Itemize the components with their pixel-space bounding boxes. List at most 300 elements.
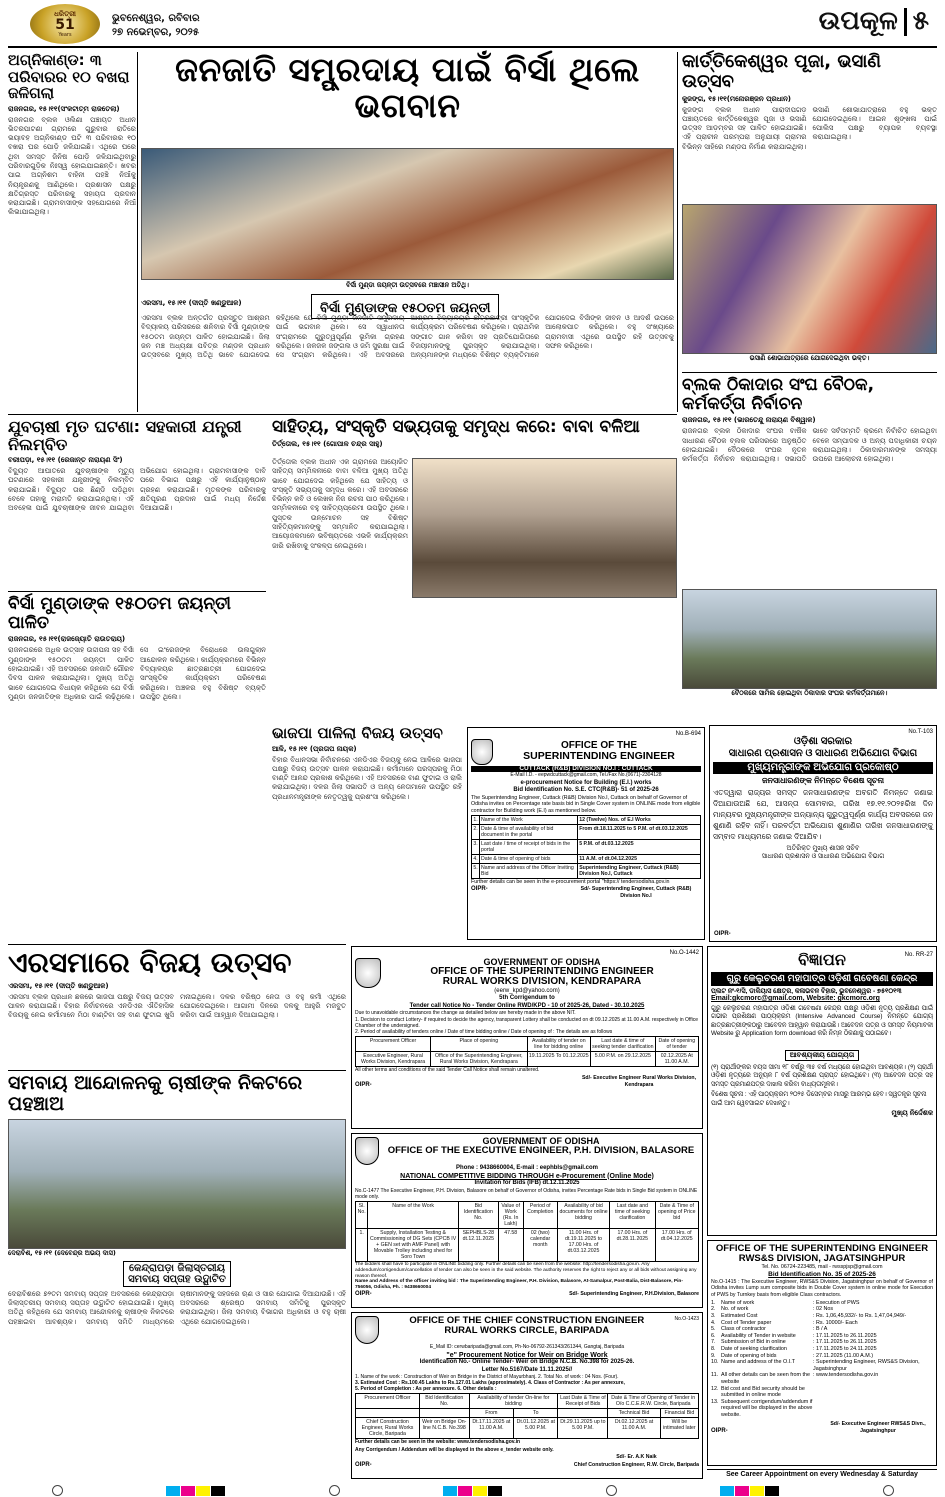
- story-birsa2-body: ରାଜନଗରରେ ଅଧିକ ଉତ୍ସାହ ଉଦ୍ଦୀପନା ସହ ବିର୍ସା ମୁଣ୍ଡାଙ୍କ ୧୫୦ତମ ଜୟନ୍ତୀ ପାଳିତ ହୋଇଯାଇଛି। ଏହି ଅବସରରେ ଜନଜାତି ଗୌରବ ଦିବସ ପାଳନ କରାଯାଇଥିଲା। ମୁଖ୍ୟ ଅତିଥି ଭାବେ ଯୋଗଦେଇ ବିଧାୟକ କହିଥିଲେ ଯେ ବିର୍ସା ମୁଣ୍ଡା ଜନଜାତିଙ୍କ ଅଧିକାର ପାଇଁ ଲଢ଼ିଥିଲେ। ସେ ଇଂରେଜଙ୍କ ବିରୋଧରେ ଉଲଗୁଲାନ ଆନ୍ଦୋଳନ କରିଥିଲେ। କାର୍ଯ୍ୟକ୍ରମରେ ବିଭିନ୍ନ ବିଦ୍ୟାଳୟର ଛାତ୍ରଛାତ୍ରୀ ଯୋଗଦେଇ ସାଂସ୍କୃତିକ କାର୍ଯ୍ୟକ୍ରମ ପରିବେଷଣ କରିଥିଲେ। ଅଞ୍ଚଳର ବହୁ ବିଶିଷ୍ଟ ବ୍ୟକ୍ତି ଉପସ୍ଥିତ ଥିଲେ।: [8, 646, 266, 701]
- table-header-cell: Name of the Work: [368, 1201, 458, 1228]
- story-kartik-headline: କାର୍ତ୍ତିକେଶ୍ୱର ପୂଜା, ଭସାଣି ଉତ୍ସବ: [682, 51, 882, 92]
- ad-kendrapara-title1: GOVERNMENT OF ODISHA: [483, 956, 601, 967]
- table-header-cell: Date & Time of Opening of Tender in O/o C.C.E.R.W. Circle, Baripada: [608, 1394, 699, 1409]
- color-swatch: [166, 1486, 180, 1496]
- list-item-value: : B / A: [813, 1326, 828, 1333]
- ad-balasore-title1: GOVERNMENT OF ODISHA: [482, 1136, 600, 1146]
- story-fire-body: ରାଜନଗର ବ୍ଲକ ଓଲିଣା ପଞ୍ଚାୟତ ଅଧୀନ ଭିତରପାଟଣା ଗ୍ରାମରେ ଗୁରୁବାର ରାତିରେ ଭୟାବହ ଅଗ୍ନିକାଣ୍ଡ ଘଟି ୩ ପରିବାରର ୧୦ ବଖରା ଘର ପୋଡ଼ି ଜଳିଯାଇଛି। ଏଥିରେ ଘରେ ଥିବା ସମସ୍ତ ଜିନିଷ ପୋଡ଼ି ଜଳିଯାଇଥିବାରୁ ପରିବାରଗୁଡ଼ିକ ନିଃସ୍ୱ ହୋଇଯାଇଛନ୍ତି। ଖବର ପାଇ ଅଗ୍ନିଶମ ବାହିନୀ ପହଞ୍ଚି ନିଆଁକୁ ନିୟନ୍ତ୍ରଣକୁ ଆଣିଥିଲେ। ପ୍ରଶାସନ ପକ୍ଷରୁ କ୍ଷତିଗ୍ରସ୍ତ ପରିବାରକୁ ସହାୟତା ପ୍ରଦାନ କରାଯାଇଛି। ଗ୍ରାମବାସୀଙ୍କ ସହଯୋଗରେ ନିଆଁ ଲିଭାଯାଇଥିଲା।: [8, 115, 136, 217]
- ad-kendrapara-email: (eerw_kpd@yahoo.com): [494, 987, 560, 994]
- table-cell: Dt.29.11.2025 up to 5.00 P.M.: [558, 1418, 608, 1439]
- table-header-cell: Bid Identification No.: [419, 1394, 469, 1409]
- story-literature-dateline: ତିର୍ତ୍ତୋଲ, ୧୫।୧୧ (ଗୋପାଳ ଚନ୍ଦ୍ର ସାହୁ): [272, 439, 383, 448]
- story-ersama-dateline: ଏରସମା, ୧୫।୧୧ (ଦୀପ୍ତି ଖଣ୍ଡୁଆଳ): [8, 981, 109, 990]
- story-bjp-dateline: ଆଳି, ୧୫।୧୧ (ପ୍ରତାପ ନାୟକ): [272, 744, 357, 753]
- ad-bignapana-emailweb: Email:gkcmorc@gmail.com, Website: gkcmorc.org: [711, 995, 880, 1003]
- ad-jag-list: [711, 1300, 933, 1419]
- list-item-label: Subsequent corrigendum/addendum if required will be displayed in the above website.: [721, 1398, 813, 1418]
- story-main-headline: ଜନଜାତି ସମ୍ପ୍ରଦାୟ ପାଇଁ ବିର୍ସା ଥିଲେ ଭଗବାନ: [175, 50, 640, 126]
- story-block: [682, 376, 937, 721]
- table-cell: From dt.18.11.2025 to 5 P.M. of dt.03.12.2025: [578, 825, 701, 840]
- story-main-body: ଏରସମା ବ୍ଲକ ଅନ୍ତର୍ଗତ ପ୍ରସ୍ତୁତ ଆଶ୍ରମ ବିଦ୍ୟାଳୟ ପରିସରରେ ଶନିବାର ବିର୍ସା ମୁଣ୍ଡାଙ୍କ ୧୫୦ତମ ଜୟନ୍ତୀ ପାଳିତ ହୋଇଯାଇଛି। ଜିଲା ଜନ ମଞ୍ଚ ଅଧ୍ୟକ୍ଷା ପବିତ୍ର ମଣ୍ଡଳ ପ୍ରଧାନ ଉତ୍ସବରେ ମୁଖ୍ୟ ଅତିଥି ଭାବେ ଯୋଗଦେଇ କହିଥିଲେ ଯେ ବିର୍ସା ମୁଣ୍ଡା ଜନଜାତି ସମ୍ପ୍ରଦାୟ ପାଇଁ ଭଗବାନ ଥିଲେ। ସେ ସ୍ୱାଧୀନତା ସଂଗ୍ରାମରେ ଗୁରୁତ୍ୱପୂର୍ଣ୍ଣ ଭୂମିକା ଗ୍ରହଣ କରିଥିଲେ। ଜଳଜଳ ଜଙ୍ଗଲ ଓ ଜମି ସୁରକ୍ଷା ପାଇଁ ସେ ସଂଗ୍ରାମ କରିଥିଲେ। ଏହି ଅବସରରେ ଆଶ୍ରମ ବିଦ୍ୟାଳୟର ଛାତ୍ରଛାତ୍ରୀ ସାଂସ୍କୃତିକ କାର୍ଯ୍ୟକ୍ରମ ପରିବେଷଣ କରିଥିଲେ। ପ୍ରାଥମିକ ସଙ୍ଗୀତ ଗାନ କରିବା ସହ ପ୍ରତିଯୋଗିତାରେ ବିଜୟୀମାନଙ୍କୁ ପୁରସ୍କୃତ କରାଯାଇଥିଲା। ଅନ୍ୟମାନଙ୍କ ମଧ୍ୟରେ ବିଶିଷ୍ଟ ବ୍ୟକ୍ତିମାନେ ଯୋଗଦେଇ ବିର୍ସାଙ୍କ ଜୀବନ ଓ ଆଦର୍ଶ ଉପରେ ଆଲୋକପାତ କରିଥିଲେ। ବହୁ ସଂଖ୍ୟାରେ ଗ୍ରାମବାସୀ ଏଥିରେ ଉପସ୍ଥିତ ରହି ଉତ୍ସବକୁ ସଫଳ କରିଥିଲେ।: [141, 314, 674, 360]
- ad-baripada-title1: OFFICE OF THE CHIEF CONSTRUCTION ENGINEER: [409, 1315, 645, 1326]
- color-swatch: [750, 1486, 764, 1496]
- table-header-cell: Value of Work (Rs. In Lakh): [498, 1201, 523, 1228]
- ad-bignapana: [707, 946, 937, 1236]
- story-block-headline: ବ୍ଲକ ଠିକାଦାର ସଂଘ ବୈଠକ, କର୍ମକର୍ତ୍ତା ନିର୍ବାଚନ: [682, 375, 875, 414]
- list-item-value: [813, 1386, 933, 1399]
- list-item-label: Submission of Bid in online: [721, 1339, 786, 1346]
- ad-balasore-notice: NATIONAL COMPETITIVE BIDDING THROUGH e-Procurement (Online Mode): [400, 1172, 654, 1180]
- ad-baripada-letter: Letter No.5167/Date 11.11.2025//: [481, 1366, 573, 1373]
- ad-bignapana-elig-heading: ଆବଶ୍ୟକୀୟ ଯୋଗ୍ୟତା: [785, 1050, 859, 1061]
- ad-cuttack-email: E-Mail I.D. - eepwdcuttack@gmail.com, Tel./Fax No.(0671)-2304128: [510, 772, 662, 779]
- color-bar: [166, 1481, 226, 1497]
- ad-kendrapara-intro: Due to unavoidable circumstances the change as detailed below are hereby made in the above NIT.: [355, 1010, 576, 1017]
- list-item-number: 12.: [711, 1385, 719, 1392]
- table-cell: 3.: [472, 840, 480, 855]
- ad-jag-title2: RWS&S DIVISION, JAGATSINGHPUR: [738, 1252, 906, 1264]
- ad-jag-oipr: OIPR-: [711, 1428, 728, 1435]
- table-header-cell: Last date and time of seeking clarification: [610, 1201, 655, 1228]
- story-coop-body: ଦେରାବିଶରେ ୭୨ତମ ସମବାୟ ସପ୍ତାହ ଅବସରରେ କେନ୍ଦ୍ରାପଡ଼ା ଜିଲାସ୍ତରୀୟ ସମବାୟ ସପ୍ତାହ ଉଦ୍ଘାଟିତ ହୋଇଯାଇଛି। ମୁଖ୍ୟ ଅତିଥି କହିଥିଲେ ଯେ ସମବାୟ ଆନ୍ଦୋଳନକୁ ଚାଷୀଙ୍କ ନିକଟରେ ପହଞ୍ଚାଇବା ଆବଶ୍ୟକ। ସମବାୟ ସମିତି ମାଧ୍ୟମରେ ଚାଷୀମାନଙ୍କୁ ସହଜରେ ଋଣ ଓ ସାର ଯୋଗାଇ ଦିଆଯାଉଛି। ଏହି ଅବସରରେ ଶ୍ରେଷ୍ଠ ସମବାୟ ସମିତିକୁ ପୁରସ୍କୃତ କରାଯାଇଥିଲା। ଜିଲା ସମବାୟ ବିଭାଗର ଅଧିକାରୀ ଓ ବହୁ ଚାଷୀ ଏଥିରେ ଯୋଗଦେଇଥିଲେ।: [8, 1289, 346, 1326]
- list-item-value: : 17.11.2025 to 26.11.2025: [813, 1332, 877, 1339]
- list-item-number: 3.: [711, 1313, 716, 1320]
- list-item-number: 11.: [711, 1372, 719, 1379]
- ad-cuttack-title1: OFFICE OF THE: [560, 739, 638, 751]
- section-divider: [904, 8, 907, 36]
- ad-kendrapara-terms: All other terms and conditions of the said Tender Call Notice shall remain unaltered.: [355, 1067, 540, 1074]
- ad-gov-sign2: ସାଧାରଣ ପ୍ରଶାସନ ଓ ସାଧାରଣ ଅଭିଯୋଗ ବିଭାଗ: [761, 852, 885, 860]
- table-header-cell: Availability of tender On-line for bidding: [469, 1394, 558, 1409]
- list-item-number: 8.: [711, 1345, 716, 1352]
- table-cell: Chief Construction Engineer, Rural Works Circle, Baripada: [356, 1418, 420, 1439]
- table-cell: Last date / time of receipt of bids in the portal: [480, 840, 578, 855]
- registration-mark-icon: [883, 1485, 894, 1496]
- story-kartik-photo: [682, 204, 937, 354]
- table-cell: Name of the Work: [480, 816, 578, 825]
- table-cell: Dt.02.12.2025 at 11.00 A.M.: [608, 1418, 660, 1439]
- date-block: [112, 12, 200, 40]
- ad-gov-body: ଏତଦ୍ୱାରା ରାଜ୍ୟର ସମସ୍ତ ଜନସାଧାରଣଙ୍କ ଅବଗତି ନିମନ୍ତେ ଜଣାଇ ଦିଆଯାଉଅଛି ଯେ, ଆସନ୍ତା ସୋମବାର, ତାରିଖ ୧୭.୧୧.୨୦୨୫ରିଖ ଦିନ ମାନ୍ୟବର ମୁଖ୍ୟମନ୍ତ୍ରୀଙ୍କ ଅନ୍ୟାନ୍ୟ ଗୁରୁତ୍ୱପୂର୍ଣ୍ଣ କାର୍ଯ୍ୟ ଅବସରରେ ଜନ ଶୁଣାଣି ରହିବ ନାହିଁ। ପରବର୍ତ୍ତୀ ଅଭିଯୋଗ ଶୁଣାଣିର ତାରିଖ ଜନସାଧାରଣଙ୍କୁ ସମ୍ବାଦ ମାଧ୍ୟମରେ ଜଣାଇ ଦିଆଯିବ।: [713, 788, 933, 842]
- story-block-dateline: ରାଜନଗର, ୧୫।୧୧ (ଭାରତେନ୍ଦୁ ନାରାୟଣ ବିଶ୍ୱାଳ): [682, 416, 816, 425]
- story-main-photo-caption: ବିର୍ସା ମୁଣ୍ଡା ଜୟନ୍ତୀ ଉତ୍ସବରେ ମଞ୍ଚାସୀନ ଅତିଥି।: [346, 281, 469, 289]
- youth-rule: [8, 414, 677, 415]
- ad-kendrapara-oipr: OIPR-: [355, 1082, 372, 1089]
- table-cell: Executive Engineer, Rural Works Division, Kendrapara: [356, 1052, 431, 1067]
- ad-bignapana-no: No. RR-27: [904, 952, 933, 958]
- story-bjp-headline: ଭାଜପା ପାଳିଲା ବିଜୟ ଉତ୍ସବ: [272, 724, 443, 742]
- story-birsa2: [8, 595, 266, 940]
- ad-kendrapara-notice: Tender call Notice No - Tender Online RWD/KPD - 10 of 2025-26, Dated - 30.10.2025: [409, 1002, 645, 1009]
- list-item-number: 2.: [711, 1306, 716, 1313]
- ad-cuttack-sign: Sd/- Superintending Engineer, Cuttack (R&B) Division No.I: [580, 885, 692, 900]
- story-bjp-body: ବିହାର ବିଧାନସଭା ନିର୍ବାଚନରେ ଏନଡିଏର ବିଜୟକୁ ନେଇ ଆଳିରେ ଭାଜପା ପକ୍ଷରୁ ବିଜୟ ଉତ୍ସବ ପାଳନ କରାଯାଇଛି। କର୍ମୀମାନେ ପରସ୍ପରକୁ ମିଠା ବାଣ୍ଟି ଆନନ୍ଦ ପ୍ରକାଶ କରିଥିଲେ। ଏହି ଅବସରରେ ବାଣ ଫୁଟାଇ ଓ ରାଲି କରାଯାଇଥିଲା। ଦଳର ଜିଲା ସଭାପତି ଓ ଅନ୍ୟ ନେତାମାନେ ଉପସ୍ଥିତ ରହି ପ୍ରଧାନମନ୍ତ୍ରୀଙ୍କ ନେତୃତ୍ୱକୁ ପ୍ରଶଂସା କରିଥିଲେ।: [272, 755, 462, 801]
- story-birsa2-headline: ବିର୍ସା ମୁଣ୍ଡାଙ୍କ ୧୫୦ତମ ଜୟନ୍ତୀ ପାଳିତ: [8, 594, 231, 633]
- ad-jag-title1: OFFICE OF THE SUPERINTENDING ENGINEER: [715, 1243, 929, 1254]
- ad-kendrapara-table: [355, 1036, 699, 1067]
- list-item-value: : Superintending Engineer, RWS&S Division, Jagatsinghpur: [813, 1359, 920, 1372]
- table-header-cell: To: [514, 1409, 558, 1418]
- table-cell: 19.11.2025 To 01.12.2025: [527, 1052, 591, 1067]
- list-item-value: : 17.11.2025 to 24.11.2025: [813, 1345, 877, 1352]
- list-item: [711, 1353, 933, 1360]
- table-cell: SEPHBLS-28 dt.12.11.2025: [458, 1228, 498, 1261]
- ad-baripada: [351, 1312, 703, 1479]
- section-title: [819, 6, 929, 37]
- ad-baripada-website: Further details can be seen in the website: www.tendersodisha.gov.in: [355, 1439, 521, 1445]
- story-literature-headline: ସାହିତ୍ୟ, ସଂସ୍କୃତି ସଭ୍ୟତାକୁ ସମୃଦ୍ଧ କରେ: ବାବା ବଳିଆ: [272, 417, 640, 437]
- ad-balasore-note: The bidders shall have to participate in ONLINE bidding only. Further details can be seen from the website: http://tendersodisha.gov.in. Any addendum/corrigendum/cancellation of tender can also be seen in the said website. The authority reserves the right to reject any or all bids without assigning any reason thereof.: [355, 1261, 697, 1279]
- table-cell: 2.: [472, 825, 480, 840]
- ad-cuttack-heading: e-procurement Notice for Building (E.I.) works: [520, 779, 652, 786]
- list-item-value: [813, 1399, 933, 1419]
- ad-gov-title3: ମୁଖ୍ୟମନ୍ତ୍ରୀଙ୍କ ଅଭିଯୋଗ ପ୍ରକୋଷ୍ଠ: [713, 762, 933, 775]
- ad-jag-phone: Tel. No. 06724-223485, mail - rwsspjsp@gmail.com: [761, 1263, 883, 1270]
- ad-baripada-oipr: OIPR-: [355, 1461, 372, 1468]
- story-coop-sub1: କେନ୍ଦ୍ରାପଡ଼ା ଜିଲାସ୍ତରୀୟ: [129, 1262, 225, 1274]
- story-literature: [272, 418, 677, 723]
- ad-jag-bid: Bid Identification No. 35 of 2025-26: [768, 1271, 876, 1279]
- ad-bignapana-note: ବିଶେଷ ସୂଚନା : ଏହି ପାଠ୍ୟକ୍ରମ ୨୦୨୫ ଡିସେମ୍ବର ମାସରୁ ଆରମ୍ଭ ହେବ। ସ୍ୱତନ୍ତ୍ର ସୂଚନା ପାଇଁ ଆମ ୱେବସାଇଟ ଦେଖନ୍ତୁ।: [711, 1091, 927, 1107]
- list-item-label: Date of seeking clarification: [721, 1345, 787, 1352]
- list-item: [711, 1399, 933, 1419]
- story-bjp: [272, 725, 462, 940]
- ad-kendrapara: [351, 946, 703, 1129]
- table-header-cell: From: [469, 1409, 514, 1418]
- story-youth-body: ବିଦ୍ୟୁତ ଆଘାତରେ ଯୁବଚାଷୀଙ୍କ ମୃତ୍ୟୁ ଘଟଣାରେ ସହକାରୀ ଯନ୍ତ୍ରୀଙ୍କୁ ନିଲମ୍ବିତ କରାଯାଇଛି। ବିଦ୍ୟୁତ ତାର ଛିଣ୍ଡି ପଡ଼ିଥିବା ବେଳେ ତାହାକୁ ମରାମତି କରାଯାଇନଥିଲା। ଏହି ଅବହେଳା ପାଇଁ ଯୁବଚାଷୀଙ୍କ ଜୀବନ ଯାଇଥିବା ଅଭିଯୋଗ ହୋଇଥିଲା। ଗ୍ରାମବାସୀଙ୍କ ଦାବି ପରେ ବିଭାଗ ପକ୍ଷରୁ ଏହି କାର୍ଯ୍ୟାନୁଷ୍ଠାନ ଗ୍ରହଣ କରାଯାଇଛି। ମୃତକଙ୍କ ପରିବାରକୁ କ୍ଷତିପୂରଣ ପ୍ରଦାନ ପାଇଁ ମଧ୍ୟ ନିର୍ଦ୍ଦେଶ ଦିଆଯାଇଛି।: [8, 467, 266, 513]
- list-item-label: All other details can be seen from the website: [721, 1372, 810, 1385]
- list-item-label: No. of work: [721, 1306, 749, 1313]
- story-ersama-headline: ଏରସମାରେ ବିଜୟ ଉତ୍ସବ: [8, 946, 292, 979]
- story-literature-photo: [412, 458, 677, 598]
- page-number: ୫: [912, 6, 929, 36]
- masthead-rule: [8, 46, 937, 48]
- badge-label: ଧରିତ୍ରୀ: [54, 10, 76, 18]
- badge-number: 51: [55, 17, 75, 33]
- list-item: [711, 1313, 933, 1320]
- coop-rule: [8, 1070, 346, 1071]
- color-swatch: [196, 1486, 210, 1496]
- ad-cuttack-title2: SUPERINTENDING ENGINEER: [523, 750, 675, 763]
- table-cell: 17.00 Hrs. of dt.04.12.2025: [655, 1228, 698, 1261]
- list-item: [711, 1306, 933, 1313]
- table-cell: 4.: [473, 856, 478, 863]
- ad-bignapana-eligibility: (୧) ପ୍ରାର୍ଥୀଙ୍କର ବୟସ ସୀମା ୧୮ ବର୍ଷରୁ ୩୫ ବର୍ଷ ମଧ୍ୟରେ ହୋଇଥିବା ଆବଶ୍ୟକ। (୨) ପ୍ରାର୍ଥୀ ଓଡ଼ିଶୀ ନୃତ୍ୟରେ ଅନ୍ୟୁନ ୮ ବର୍ଷ ପ୍ରଶିକ୍ଷଣ ପ୍ରାପ୍ତ ହୋଇଥିବେ। (୩) ଆବେଦନ ପତ୍ର ସହ ସମସ୍ତ ପ୍ରମାଣପତ୍ର ଦାଖଲ କରିବା ବାଧ୍ୟତାମୂଳକ।: [711, 1063, 933, 1088]
- list-item-value: : Execution of PWS: [813, 1299, 860, 1306]
- table-cell: Dt.01.12.2025 at 5.00 P.M.: [514, 1418, 558, 1439]
- story-coop: [8, 1073, 346, 1483]
- ad-baripada-notice: "e" Procurement Notice for Weir on Bridge Work: [446, 1351, 608, 1359]
- color-swatch: [443, 1486, 457, 1496]
- color-bar: [720, 1481, 780, 1497]
- registration-strip: [0, 1484, 945, 1497]
- ad-gov-title1: ଓଡ଼ିଶା ସରକାର: [793, 735, 853, 747]
- table-header-cell: [356, 1409, 420, 1418]
- story-block-photo-caption: ବୈଠକରେ ସାମିଲ ହୋଇଥିବା ଠିକାଦାର ସଂଘର କର୍ମକର୍ତ୍ତାମାନେ।: [731, 689, 888, 698]
- col-divider-2: [677, 52, 678, 412]
- ad-bignapana-title: ଗୁରୁ କେଲୁଚରଣ ମହାପାତ୍ର ଓଡ଼ିଶୀ ଗବେଷଣା କେନ୍ଦ୍ର: [711, 972, 933, 986]
- story-block-photo: [682, 589, 937, 689]
- table-cell: Will be intimated later: [660, 1418, 698, 1439]
- story-main-subhead-text: ବିର୍ସା ମୁଣ୍ଡାଙ୍କ ୧୫୦ତମ ଜୟନ୍ତୀ: [320, 301, 491, 316]
- table-header-cell: [419, 1409, 469, 1418]
- table-cell: 12 (Twelve) Nos. of E.I Works: [578, 816, 701, 825]
- story-fire-dateline: ରାଜନଗର, ୧୫।୧୧(ସଂକଟାତ୍ମ ରାଜତେଲା): [8, 104, 120, 113]
- list-item-value: : www.tendersodisha.gov.in: [813, 1372, 879, 1379]
- ad-balasore-invite: Invitation for Bids (IFB) dt.12.11.2025: [474, 1180, 580, 1186]
- table-header-cell: Date & Time of opening of Price bid: [655, 1201, 698, 1228]
- table-header-cell: [558, 1409, 608, 1418]
- section-name: ଉପକୂଳ: [818, 6, 898, 36]
- table-cell: Weir on Bridge On-line N.C.B. No.398: [419, 1418, 469, 1439]
- table-cell: 5.: [472, 864, 480, 879]
- list-item: [711, 1386, 933, 1399]
- story-literature-body: ତିର୍ତ୍ତୋଲ ବ୍ଲକ ଅଧୀନ ଏକ ଗ୍ରାମରେ ଆୟୋଜିତ ସାହିତ୍ୟ ସମ୍ମିଳନୀରେ ବାବା ବଳିଆ ମୁଖ୍ୟ ଅତିଥି ଭାବେ ଯୋଗଦେଇ କହିଥିଲେ ଯେ ସାହିତ୍ୟ ଓ ସଂସ୍କୃତି ସଭ୍ୟତାକୁ ସମୃଦ୍ଧ କରେ। ଏହି ଅବସରରେ ବିଭିନ୍ନ କବି ଓ ଲେଖକ ନିଜ ରଚନା ପାଠ କରିଥିଲେ। ସମ୍ମିଳନୀରେ ବହୁ ସାହିତ୍ୟପ୍ରେମୀ ଉପସ୍ଥିତ ଥିଲେ। ପୁସ୍ତକ ଉନ୍ମୋଚନ ସହ ବିଶିଷ୍ଟ ସାହିତ୍ୟିକମାନଙ୍କୁ ସମ୍ମାନିତ କରାଯାଇଥିଲା। ଆୟୋଜକମାନେ ଭବିଷ୍ୟତରେ ଏଭଳି କାର୍ଯ୍ୟକ୍ରମ ଜାରି ରଖିବାକୁ ସଂକଳ୍ପ ନେଇଥିଲେ।: [272, 458, 408, 550]
- ad-jagatsinghpur: [707, 1240, 937, 1466]
- masthead: [0, 0, 945, 48]
- story-main: [141, 52, 674, 412]
- ad-baripada-table: [355, 1393, 699, 1439]
- ad-balasore-phone: Phone : 9438660004, E-mail : eephbls@gmail.com: [456, 1165, 598, 1171]
- list-item-label: Bid cost and Bid security should be submitted in online mode: [721, 1385, 805, 1399]
- ad-kendrapara-point2: 2. Period of availability of tenders online / Date of time bidding online / Date of opening of : The details are as follows: [355, 1029, 613, 1036]
- ad-baripada-sign2: Chief Construction Engineer, R.W. Circle, Baripada: [573, 1461, 699, 1468]
- list-item-label: Estimated Cost: [721, 1313, 758, 1320]
- ad-gov-no: No.T-103: [908, 729, 933, 735]
- story-coop-photo: [8, 1119, 346, 1249]
- list-item: [711, 1320, 933, 1327]
- list-item: [711, 1372, 933, 1385]
- story-youth: [8, 418, 266, 588]
- list-item-value: : 17.11.2025 to 26.11.2025: [813, 1339, 877, 1346]
- table-header-cell: Procurement Officer: [356, 1394, 420, 1409]
- date-line-2: ୨୭ ନଭେମ୍ବର, ୨୦୨୫: [112, 27, 199, 38]
- table-cell: 11.00 Hrs. of dt.19.11.2025 to 17.00 Hrs. of dt.03.12.2025: [557, 1228, 609, 1261]
- ad-kendrapara-sign: Sd/- Executive Engineer Rural Works Division, Kendrapara: [581, 1074, 697, 1089]
- ad-jag-sign: Sd/- Executive Engineer RWS&S Divn., Jagatsinghpur: [830, 1420, 926, 1435]
- story-ersama: [8, 948, 346, 1068]
- table-row: [472, 840, 701, 855]
- table-cell: 1.: [473, 817, 478, 824]
- ad-baripada-title2: RURAL WORKS CIRCLE, BARIPADA: [444, 1324, 610, 1336]
- emblem-icon: [355, 1316, 379, 1344]
- ad-balasore-title2: OFFICE OF THE EXECUTIVE ENGINEER, P.H. DIVISION, BALASORE: [387, 1145, 695, 1157]
- table-header-cell: Financial Bid: [660, 1409, 698, 1418]
- table-row: [472, 816, 701, 825]
- ad-cuttack: [467, 727, 705, 940]
- color-swatch: [473, 1486, 487, 1496]
- story-fire-headline: ଅଗ୍ନିକାଣ୍ଡ: ୩ ପରିବାରର ୧୦ ବଖରା ଜଳିଗଲା: [8, 51, 130, 102]
- ad-gov-title2: ସାଧାରଣ ପ୍ରଶାସନ ଓ ସାଧାରଣ ଅଭିଯୋଗ ବିଭାଗ: [728, 748, 918, 759]
- ad-baripada-line3: 5. Period of Completion : As per annexure. 6. Other details :: [355, 1386, 497, 1392]
- emblem-icon: [471, 739, 493, 765]
- table-header-cell: Last Date & Time of Receipt of Bids: [558, 1394, 608, 1409]
- table-header-cell: Technical Bid: [608, 1409, 660, 1418]
- ad-kendrapara-corr: 5th Corrigendum to: [499, 995, 555, 1002]
- table-cell: 5 P.M. of dt.03.12.2025: [578, 840, 701, 855]
- ad-balasore: [351, 1133, 703, 1308]
- birsa2-rule: [8, 591, 266, 592]
- story-youth-dateline: ବରୀପଡ଼ା, ୧୫।୧୧ (ରେଜାନ୍ତ ନାରାୟଣ ସିଂ): [8, 456, 123, 465]
- list-item-value: : 02 Nos: [813, 1306, 834, 1313]
- registration-mark-icon: [329, 1485, 340, 1496]
- date-line-1: ଭୁବନେଶ୍ୱର, ରବିବାର: [112, 13, 200, 24]
- story-kartik-dateline: କୁଜଙ୍ଗ, ୧୫।୧୧(ମନୋରଞ୍ଜନ ପ୍ରଧାନ): [682, 94, 791, 103]
- table-cell: 17.00 Hrs. of dt.28.11.2025: [610, 1228, 655, 1261]
- ad-gov-title4: ଜନସାଧାରଣଙ୍କ ନିମନ୍ତେ ବିଶେଷ ସୂଚନା: [761, 776, 884, 785]
- table-cell: 02 (two) calendar month: [523, 1228, 557, 1261]
- table-cell: 02.12.2025 At 11.00 A.M.: [655, 1052, 698, 1067]
- list-item-number: 7.: [711, 1339, 716, 1346]
- ad-cuttack-oipr: OIPR-: [471, 885, 488, 892]
- story-block-body: ରାଜନଗର ବ୍ଲକ ଠିକାଦାର ସଂଘର ବାର୍ଷିକ ସାଧାରଣ ବୈଠକ ବ୍ଲକ ପରିସରରେ ଅନୁଷ୍ଠିତ ହୋଇଯାଇଛି। ବୈଠକରେ ସଂଘର ନୂତନ କର୍ମକର୍ତ୍ତା ନିର୍ବାଚନ କରାଯାଇଥିଲା। ସଭାପତି ଭାବେ ସର୍ବସମ୍ମତି କ୍ରମେ ନିର୍ବାଚିତ ହୋଇଥିବା ବେଳେ ସମ୍ପାଦକ ଓ ଅନ୍ୟ ପଦାଧିକାରୀ ଚୟନ କରାଯାଇଥିଲା। ଠିକାଦାରମାନଙ୍କ ସମସ୍ୟା ଉପରେ ଆଲୋଚନା ହୋଇଥିଲା।: [682, 427, 937, 464]
- color-swatch: [488, 1486, 502, 1496]
- ad-cuttack-intro: The Superintending Engineer, Cuttack (R&B) Division No.I, Cuttack on behalf of Governor of Odisha invites on Percentage rate basis bid in Single Cover system in ONLINE mode from eligible contractor for Building work (E.I) as mentioned below.: [471, 794, 701, 814]
- ad-bignapana-body: ଗୁରୁ କେଲୁଚରଣ ମହାପାତ୍ର ଓଡ଼ିଶୀ ଗବେଷଣା କେନ୍ଦ୍ର ପକ୍ଷରୁ ଓଡ଼ିଶୀ ନୃତ୍ୟ ପ୍ରଶିକ୍ଷଣ ପାଇଁ ଗଭୀର ପ୍ରଶିକ୍ଷଣ ପାଠ୍ୟକ୍ରମ (Intensive Advanced Course) ନିମନ୍ତେ ଯୋଗ୍ୟ ଛାତ୍ରଛାତ୍ରୀଙ୍କଠାରୁ ଆବେଦନ ଆହ୍ୱାନ କରାଯାଉଛି। ଆବେଦନ ପତ୍ର ଓ ସମସ୍ତ ନିୟମାବଳୀ Website ରୁ Application form download କରି ନିମ୍ନ ଠିକଣାକୁ ପଠାଇବେ।: [711, 1004, 933, 1038]
- list-item: [711, 1359, 933, 1372]
- color-bar: [443, 1481, 503, 1497]
- ad-bignapana-sign: ମୁଖ୍ୟ ନିର୍ଦ୍ଦେଶକ: [891, 1110, 933, 1118]
- story-coop-subbox: [123, 1261, 231, 1287]
- emblem-icon: [355, 958, 381, 988]
- career-notice: See Career Appointment on every Wednesday & Saturday: [707, 1469, 937, 1479]
- table-header-cell: Sl. No.: [356, 1201, 368, 1228]
- ad-gov-sign1: ଅତିରିକ୍ତ ମୁଖ୍ୟ ଶାସନ ସଚିବ: [786, 845, 860, 853]
- list-item-number: 6.: [711, 1332, 716, 1339]
- ad-kendrapara-point1: 1. Decision to conduct Lottery- if required to decide the agency, transparent Lottery shall be conducted on dt 09.12.2025 at 11.00 A.M. respectively in Office Chamber of the undersigned.: [355, 1016, 698, 1029]
- story-birsa2-dateline: ରାଜନଗର, ୧୫।୧୧(ରାଜଜ୍ୟୋତି ରାଉତରାୟ): [8, 635, 126, 644]
- table-cell: 5.00 P.M. on 29.12.2025: [591, 1052, 655, 1067]
- ad-gov-oipr: OIPR-: [714, 930, 731, 937]
- table-cell: 47.58: [498, 1228, 523, 1261]
- story-fire: [8, 52, 136, 412]
- ad-bignapana-heading: ବିଜ୍ଞାପନ: [798, 952, 846, 969]
- list-item: [711, 1333, 933, 1340]
- ad-jag-intro: No.O-1415 : The Executive Engineer, RWS&S Division, Jagatsinghpur on behalf of Governor of Odisha invites Lump sum composite bids in Double Cover system in online mode for Execution of PWS by Turnkey basis from eligible Class contractors.: [711, 1278, 933, 1298]
- list-item: [711, 1339, 933, 1346]
- color-swatch: [720, 1486, 734, 1496]
- ad-bignapana-address: ପ୍ଲଟ ନଂ-୧/ସି, ଡାକିୟାସ କ୍ଷେତ୍ର, କଳାଭବନ ବିହାର, ଭୁବନେଶ୍ୱର - ୭୫୧୦୧୩: [711, 987, 902, 995]
- table-cell: 1.: [356, 1228, 368, 1261]
- story-coop-sub2: ସମବାୟ ସପ୍ତାହ ଉଦ୍ଘାଟିତ: [128, 1273, 226, 1285]
- table-cell: Date & time of opening of bids: [480, 855, 578, 864]
- story-coop-photo-caption: ଦେରାବିଶ, ୧୫।୧୧ (ଦେବେନ୍ଦ୍ର ଅଭୟ ଦାସ): [8, 1248, 116, 1257]
- anniversary-badge: [30, 4, 100, 44]
- table-header-cell: Availability of tender on line for bidding online: [527, 1037, 591, 1052]
- table-header-cell: Last date & time of seeking tender clarification: [592, 1038, 654, 1051]
- table-row: [472, 855, 701, 864]
- story-youth-headline: ଯୁବଚାଷୀ ମୃତ ଘଟଣା: ସହକାରୀ ଯନ୍ତ୍ରୀ ନିଲମ୍ବିତ: [8, 417, 242, 454]
- ad-cuttack-footer: Further details can be seen in the e-procurement portal "https:// tendersodisha.gov.in: [471, 879, 670, 886]
- list-item: [711, 1300, 933, 1307]
- ad-balasore-sign: Sd/- Superintending Engineer, P.H.Division, Balasore: [569, 1290, 699, 1297]
- ad-cuttack-no: No.B-694: [675, 731, 701, 737]
- badge-years: Years: [58, 32, 72, 38]
- color-swatch: [765, 1486, 779, 1496]
- list-item-label: Class of contractor: [721, 1326, 766, 1333]
- table-header-cell: Bid Identification No.: [458, 1201, 498, 1228]
- list-item-value: : Rs. 1,06,45,932/- to Rs. 1,47,04,949/-: [813, 1313, 907, 1320]
- table-cell: Dt.17.11.2025 at 11.00 A.M.: [469, 1418, 514, 1439]
- block-story-rule: [682, 372, 937, 373]
- story-kartik-body: କୁଜଙ୍ଗ ବ୍ଲକ ଅଧୀନ ପାରାଦୀପଗଡ଼ ପଞ୍ଚାୟତରେ କାର୍ତ୍ତିକେଶ୍ୱର ପୂଜା ଓ ଭସାଣି ଉତ୍ସବ ଆଡ଼ମ୍ବର ସହ ପାଳିତ ହୋଇଯାଇଛି। ଏହି ପ୍ରାଚୀନ ପରମ୍ପରା ଅନୁଯାୟୀ ଗ୍ରାମର ବିଭିନ୍ନ ସାହିରେ ମଣ୍ଡପ ନିର୍ମାଣ କରାଯାଇଥିଲା। ଭସାଣି ଶୋଭାଯାତ୍ରାରେ ବହୁ ଭକ୍ତ ଯୋଗଦେଇଥିଲେ। ଆଇନ ଶୃଙ୍ଖଳା ପାଇଁ ପୋଲିସ ପକ୍ଷରୁ ବ୍ୟାପକ ବ୍ୟବସ୍ଥା କରାଯାଇଥିଲା।: [682, 105, 937, 151]
- ad-kendrapara-title2: OFFICE OF THE SUPERINTENDING ENGINEER: [430, 965, 654, 977]
- ad-baripada-sign1: Sd/- Er. A.K Naik: [616, 1454, 657, 1460]
- table-header-cell: Availability of bid documents for online bidding: [557, 1201, 609, 1228]
- story-main-photo: [141, 148, 674, 280]
- list-item-number: 13.: [711, 1398, 719, 1405]
- table-header-cell: Period of Completion: [523, 1201, 557, 1228]
- ad-baripada-email: E_Mail ID: cerwbaripada@gmail.com, Ph-No-06792-261343/261344, Gangtaj, Baripada: [429, 1344, 625, 1350]
- list-item-value: : Rs. 10000/- Each: [813, 1319, 858, 1326]
- table-header-cell: Procurement Officer: [356, 1037, 431, 1052]
- table-row: [472, 825, 701, 840]
- ad-cuttack-bid-id: Bid Identification No. S.E. CTC(R&B)- 51 of 2025-26: [513, 787, 659, 794]
- list-item-number: 5.: [711, 1326, 716, 1333]
- ad-cuttack-title3: CUTTACK (R&B) DIVISION NO.I : CUTTACK: [471, 766, 701, 773]
- list-item-number: 9.: [711, 1352, 716, 1359]
- ad-balasore-oipr: OIPR-: [355, 1290, 372, 1297]
- list-item-label: Name and address of the O.I.T: [721, 1359, 796, 1366]
- list-item-label: Cost of Tender paper: [721, 1319, 772, 1326]
- table-cell: Office of the Superintending Engineer, Rural Works Division, Kendrapara: [431, 1052, 527, 1067]
- story-ersama-body: ଏରସମା ବ୍ଲକ ପ୍ରଧାନ ଛକରେ ଭାଜପା ପକ୍ଷରୁ ବିଜୟ ଉତ୍ସବ ପାଳନ କରାଯାଇଛି। ବିହାର ନିର୍ବାଚନରେ ଏନଡିଏର ଐତିହାସିକ ବିଜୟକୁ ନେଇ କର୍ମୀମାନେ ମିଠା ବାଣ୍ଟିବା ସହ ବାଣ ଫୁଟାଇ ଖୁସି ମନାଇଥିଲେ। ଦଳର ବରିଷ୍ଠ ନେତା ଓ ବହୁ କର୍ମୀ ଏଥିରେ ଯୋଗଦେଇଥିଲେ। ଆଗାମୀ ଦିନରେ ଦଳକୁ ଆହୁରି ମଜବୁତ କରିବା ପାଇଁ ଆହ୍ୱାନ ଦିଆଯାଇଥିଲା।: [8, 992, 346, 1020]
- ad-balasore-intro: No.C-1477 The Executive Engineer, P.H. Division, Balasore on behalf of Governor of Odisha, invites Percentage Rate bids in Single Bid system in ONLINE mode only.: [355, 1187, 698, 1200]
- list-item-label: Name of work: [721, 1299, 755, 1306]
- color-swatch: [181, 1486, 195, 1496]
- story-kartik-photo-caption: ଭସାଣି ଶୋଭାଯାତ୍ରାରେ ଯୋଗଦେଇଥିବା ଭକ୍ତ।: [749, 353, 870, 362]
- table-cell: Name and address of the Officer Inviting Bid: [480, 864, 578, 879]
- registration-mark-icon: [52, 1485, 63, 1496]
- color-swatch: [211, 1486, 225, 1496]
- list-item: [711, 1346, 933, 1353]
- table-row: [472, 864, 701, 879]
- table-header-cell: Date of opening of tender: [655, 1037, 698, 1052]
- list-item-label: Date of opening of bids: [721, 1352, 777, 1359]
- ersama-rule: [8, 944, 346, 945]
- emblem-icon: [355, 1137, 379, 1165]
- ad-gov-odisha: [709, 725, 937, 942]
- list-item-number: 1.: [711, 1299, 716, 1306]
- ad-baripada-ident: Identification No.- Online Tender- Weir on Bridge N.C.B. No.398 for 2025-26.: [419, 1359, 635, 1365]
- list-item-number: 4.: [711, 1319, 716, 1326]
- color-swatch: [735, 1486, 749, 1496]
- ad-baripada-no: No.O-1423: [674, 1316, 699, 1322]
- table-header-cell: Place of opening: [431, 1037, 527, 1052]
- registration-mark-icon: [606, 1485, 617, 1496]
- table-cell: 11 A.M. of dt.04.12.2025: [578, 855, 701, 864]
- story-main-dateline: ଏରସମା, ୧୫।୧୧ (ଦୀପ୍ତି ଖଣ୍ଡୁଆଳ): [141, 299, 242, 307]
- ad-baripada-line1: 1. Name of the work : Construction of Weir on Bridge in the District of Mayurbhanj. 2. Total No. of work : 04 Nos. (Four).: [355, 1374, 619, 1380]
- ad-cuttack-table: [471, 815, 701, 879]
- ad-balasore-table: [355, 1201, 699, 1262]
- table-cell: Supply, Installation Testing & Commissioning of DG Sets (CPCB IV + GEN set with AMF Panel) with Movable Trolley including shed for Soro Town: [368, 1228, 458, 1261]
- list-item-number: 10.: [711, 1359, 719, 1366]
- list-item: [711, 1326, 933, 1333]
- ad-baripada-line2: 3. Estimated Cost : Rs.100.45 Lakhs to Rs.127.01 Lakhs (approximately). 4. Class of Contractor : As per annexure,: [355, 1380, 625, 1386]
- ad-balasore-officer: Name and Address of the officer inviting bid : The Superintending Engineer, P.H. Division, Balasore, At-Samalpur, Post-Balia, Dist-Balasore, Pin-756056, Odisha, Ph. : 9438660004: [355, 1279, 683, 1291]
- table-cell: Date & time of availability of bid document in the portal: [480, 825, 578, 840]
- story-kartik: [682, 52, 937, 372]
- list-item-value: : 27.11.2025 (11.00 A.M.): [813, 1352, 874, 1359]
- color-swatch: [458, 1486, 472, 1496]
- ad-baripada-corr: Any Corrigendum / Addendum will be displayed in the above e_tender website only.: [355, 1446, 554, 1453]
- col-divider-1: [137, 52, 138, 412]
- table-cell: Superintending Engineer, Cuttack (R&B) Division No.I, Cuttack: [578, 864, 701, 879]
- ad-kendrapara-no: No.O-1442: [669, 950, 699, 956]
- ad-kendrapara-title3: RURAL WORKS DIVISION, KENDRAPARA: [442, 976, 642, 988]
- list-item-label: Availability of Tender in website: [721, 1332, 796, 1339]
